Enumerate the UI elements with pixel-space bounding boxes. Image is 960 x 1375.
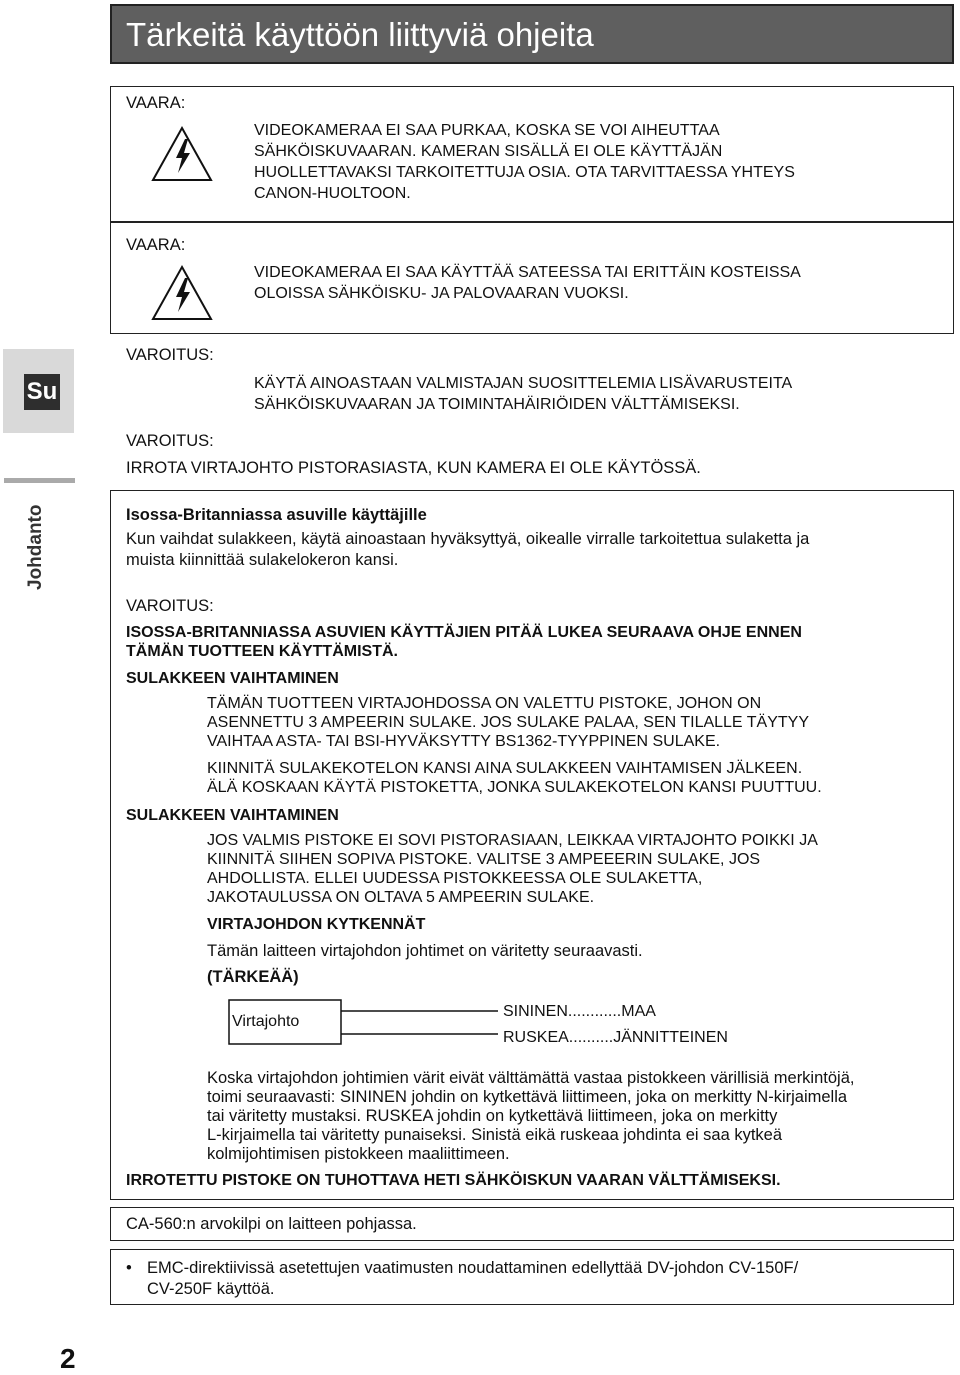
caution-text: IRROTA VIRTAJOHTO PISTORASIASTA, KUN KAMERA EI OLE KÄYTÖSSÄ.	[126, 459, 701, 477]
wiring-heading: VIRTAJOHDON KYTKENNÄT	[207, 916, 426, 933]
text-line: JAKOTAULUSSA ON OLTAVA 5 AMPEERIN SULAKE.	[207, 889, 595, 906]
text-line: ASENNETTU 3 AMPEERIN SULAKE. JOS SULAKE PALAA, SEN TILALLE TÄYTYY	[207, 714, 809, 731]
text-line: L-kirjaimella tai väritetty punaiseksi. Sinistä eikä ruskeaa johdinta ei saa kytkeä	[207, 1126, 783, 1144]
warning-text	[254, 120, 795, 204]
text-line: tai väritetty mustaksi. RUSKEA johdin on kytkettävä liittimeen, joka on merkitty	[207, 1107, 778, 1125]
text-line: HUOLLETTAVAKSI TARKOITETTUJA OSIA. OTA TARVITTAESSA YHTEYS	[254, 164, 795, 181]
fuse-text	[207, 694, 809, 751]
uk-intro	[126, 529, 809, 571]
side-divider	[4, 478, 75, 483]
page-title: Tärkeitä käyttöön liittyviä ohjeita	[126, 16, 594, 53]
text-line: AHDOLLISTA. ELLEI UUDESSA PISTOKKEESSA OLE SULAKETTA,	[207, 870, 703, 887]
colour-explanation	[207, 1069, 854, 1164]
wire-brown-label: RUSKEA..........JÄNNITTEINEN	[503, 1029, 728, 1046]
page-title-bar	[110, 4, 954, 64]
fuse-heading: SULAKKEEN VAIHTAMINEN	[126, 807, 339, 824]
text-line: ISOSSA-BRITANNIASSA ASUVIEN KÄYTTÄJIEN PITÄÄ LUKEA SEURAAVA OHJE ENNEN	[126, 624, 802, 641]
text-line: toimi seuraavasti: SININEN johdin on kytkettävä liittimeen, joka on merkitty N-kirjaimella	[207, 1088, 848, 1106]
text-line: KIINNITÄ SIIHEN SOPIVA PISTOKE. VALITSE 3 AMPEEERIN SULAKE, JOS	[207, 851, 761, 868]
text-line: EMC-direktiivissä asetettujen vaatimusten noudattaminen edellyttää DV-johdon CV-150F/	[147, 1259, 799, 1277]
rating-plate-text: CA-560:n arvokilpi on laitteen pohjassa.	[126, 1215, 417, 1233]
text-line: ÄLÄ KOSKAAN KÄYTÄ PISTOKETTA, JONKA SULAKEKOTELON KANSI PUUTTUU.	[207, 779, 822, 796]
section-label: Johdanto	[25, 504, 46, 590]
wiring-text: Tämän laitteen virtajohdon johtimet on väritetty seuraavasti.	[207, 942, 643, 960]
page-number: 2	[60, 1343, 76, 1374]
text-line: CV-250F käyttöä.	[147, 1280, 275, 1298]
fuse-heading: SULAKKEEN VAIHTAMINEN	[126, 670, 339, 687]
warning-label: VAARA:	[126, 94, 186, 112]
text-line: kolmijohtimisen pistokkeen maaliittimeen.	[207, 1145, 510, 1163]
text-line: muista kiinnittää sulakelokeron kansi.	[126, 551, 399, 569]
electric-shock-warning-icon	[150, 264, 214, 322]
wire-blue-label: SININEN............MAA	[503, 1003, 656, 1020]
important-label: (TÄRKEÄÄ)	[207, 968, 299, 986]
bullet-icon: •	[126, 1259, 132, 1277]
text-line: TÄMÄN TUOTTEEN KÄYTTÄMISTÄ.	[126, 643, 398, 660]
electric-shock-warning-icon	[150, 125, 214, 183]
uk-heading: Isossa-Britanniassa asuville käyttäjille	[126, 506, 427, 524]
caution-label: VAROITUS:	[126, 597, 214, 615]
caution-label: VAROITUS:	[126, 432, 214, 450]
cord-label: Virtajohto	[232, 1013, 300, 1030]
text-line: VIDEOKAMERAA EI SAA KÄYTTÄÄ SATEESSA TAI ERITTÄIN KOSTEISSA	[254, 264, 801, 281]
warning-label: VAARA:	[126, 236, 186, 254]
text-line: CANON-HUOLTOON.	[254, 185, 411, 202]
fuse-text	[207, 831, 818, 907]
text-line: Koska virtajohdon johtimien värit eivät välttämättä vastaa pistokkeen värillisiä merkintöjä,	[207, 1069, 855, 1087]
caution-text	[254, 373, 792, 415]
text-line: VAIHTAA ASTA- TAI BSI-HYVÄKSYTTY BS1362-TYYPPINEN SULAKE.	[207, 733, 721, 750]
text-line: Kun vaihdat sulakkeen, käytä ainoastaan hyväksyttyä, oikealle virralle tarkoitettua sulaketta ja	[126, 530, 810, 548]
caution-label: VAROITUS:	[126, 346, 214, 364]
uk-caution-text	[126, 623, 802, 661]
fuse-text	[207, 759, 822, 797]
text-line: SÄHKÖISKUVAARAN. KAMERAN SISÄLLÄ EI OLE KÄYTTÄJÄN	[254, 143, 723, 160]
text-line: SÄHKÖISKUVAARAN JA TOIMINTAHÄIRIÖIDEN VÄLTTÄMISEKSI.	[254, 396, 740, 413]
text-line: TÄMÄN TUOTTEEN VIRTAJOHDOSSA ON VALETTU PISTOKE, JOHON ON	[207, 695, 762, 712]
text-line: JOS VALMIS PISTOKE EI SOVI PISTORASIAAN, LEIKKAA VIRTAJOHTO POIKKI JA	[207, 832, 818, 849]
language-tab	[3, 349, 74, 433]
text-line: KÄYTÄ AINOASTAAN VALMISTAJAN SUOSITTELEMIA LISÄVARUSTEITA	[254, 375, 793, 392]
emc-text	[147, 1258, 798, 1300]
language-code: Su	[24, 374, 60, 410]
final-warning: IRROTETTU PISTOKE ON TUHOTTAVA HETI SÄHKÖISKUN VAARAN VÄLTTÄMISEKSI.	[126, 1172, 781, 1189]
warning-text	[254, 262, 801, 304]
text-line: KIINNITÄ SULAKEKOTELON KANSI AINA SULAKKEEN VAIHTAMISEN JÄLKEEN.	[207, 760, 803, 777]
text-line: OLOISSA SÄHKÖISKU- JA PALOVAARAN VUOKSI.	[254, 285, 629, 302]
text-line: VIDEOKAMERAA EI SAA PURKAA, KOSKA SE VOI AIHEUTTAA	[254, 122, 720, 139]
